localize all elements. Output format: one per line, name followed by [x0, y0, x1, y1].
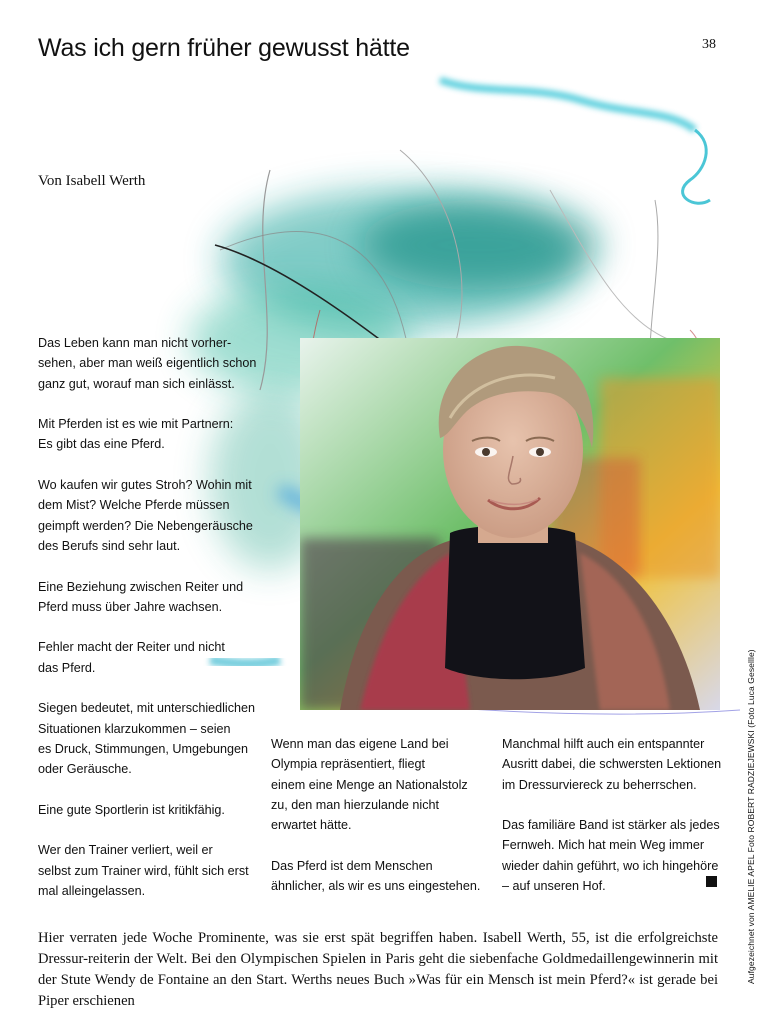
byline: Von Isabell Werth: [38, 173, 146, 189]
quote-paragraph: Wo kaufen wir gutes Stroh? Wohin mit dem Mist? Welche Pferde müssen geimpft werden? Die Nebengeräusche des Berufs sind sehr laut.: [38, 478, 253, 553]
photo-credit: Aufgezeichnet von AMELIE APEL Foto ROBERT RADZIEJEWSKI (Foto Luca Gesellle): [746, 649, 756, 984]
quote-paragraph: Manchmal hilft auch ein entspannter Ausritt dabei, die schwersten Lektionen im Dressurviereck zu beherrschen.: [502, 737, 722, 792]
quote-column-left: [38, 333, 266, 922]
quote-paragraph: Das familiäre Band ist stärker als jedes Fernweh. Mich hat mein Weg immer wieder dahin geführt, wo ich hingehöre – auf unseren Hof.: [502, 818, 720, 894]
end-mark-icon: [706, 876, 717, 887]
quote-column-right: [502, 734, 727, 917]
quote-paragraph: Fehler macht der Reiter und nicht das Pferd.: [38, 640, 225, 675]
quote-paragraph: Wer den Trainer verliert, weil er selbst zum Trainer wird, fühlt sich erst mal alleingelassen.: [38, 843, 249, 899]
page-title: Was ich gern früher gewusst hätte: [38, 34, 410, 62]
portrait-photo: [300, 338, 720, 710]
quote-paragraph: Das Leben kann man nicht vorher- sehen, aber man weiß eigentlich schon ganz gut, worauf man sich einlässt.: [38, 336, 257, 391]
intro-paragraph: Hier verraten jede Woche Prominente, was sie erst spät begriffen haben. Isabell Werth, 55, ist die erfolgreichste Dressur-reiterin der Welt. Bei den Olympischen Spielen in Paris geht die siebenfache Goldmedaillengewinnerin mit der Stute Wendy de Fontaine an den Start. Werths neues Buch »Was für ein Mensch ist mein Pferd?« ist gerade bei Piper erschienen: [38, 930, 718, 1009]
quote-paragraph: Wenn man das eigene Land bei Olympia repräsentiert, fliegt einem eine Menge an Nationalstolz zu, den man hierzulande nicht erwartet hätte.: [271, 737, 468, 833]
quote-paragraph: Mit Pferden ist es wie mit Partnern: Es gibt das eine Pferd.: [38, 417, 234, 452]
quote-column-middle: [271, 734, 491, 917]
quote-paragraph: Eine gute Sportlerin ist kritikfähig.: [38, 802, 225, 817]
quote-paragraph: Das Pferd ist dem Menschen ähnlicher, als wir es uns eingestehen.: [271, 858, 481, 894]
quote-paragraph: Siegen bedeutet, mit unterschiedlichen Situationen klarzukommen – seien es Druck, Stimmungen, Umgebungen oder Geräusche.: [38, 701, 256, 777]
page-number: 38: [702, 37, 716, 52]
quote-paragraph: Eine Beziehung zwischen Reiter und Pferd muss über Jahre wachsen.: [38, 579, 244, 614]
